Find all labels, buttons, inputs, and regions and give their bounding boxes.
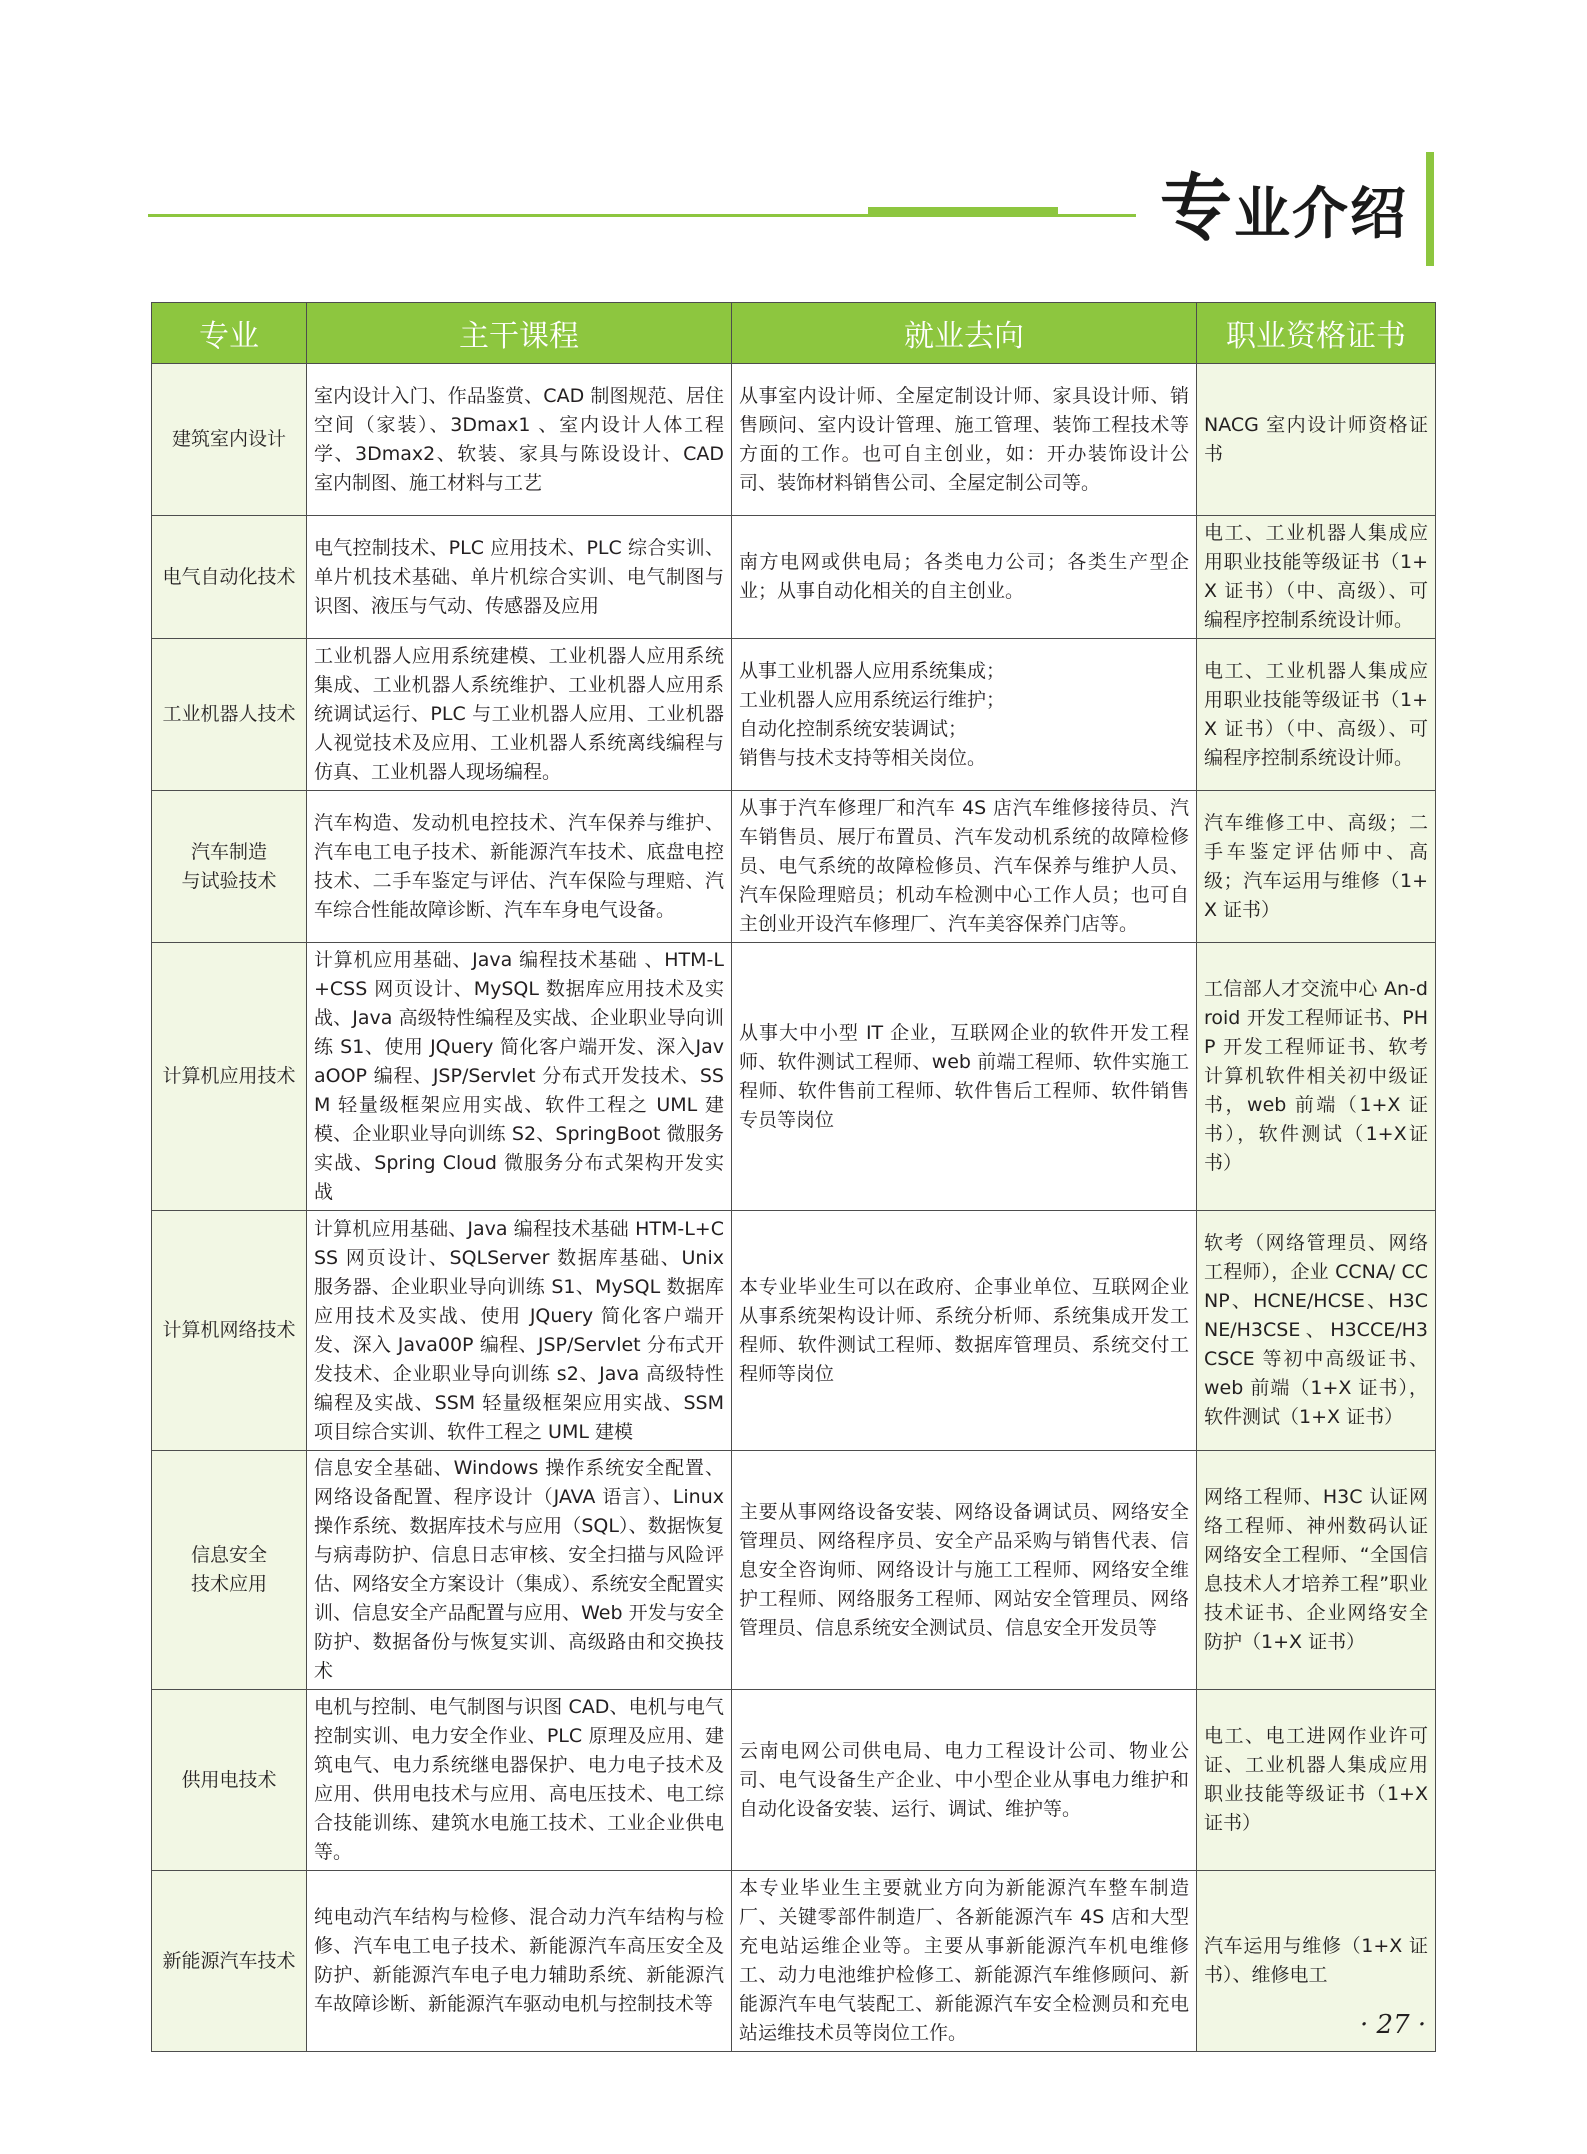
courses-cell: 汽车构造、发动机电控技术、汽车保养与维护、汽车电工电子技术、新能源汽车技术、底盘电控技术、二手车鉴定与评估、汽车保险与理赔、汽车综合性能故障诊断、汽车车身电气设备。	[307, 791, 732, 943]
header-rule-accent	[868, 207, 1058, 217]
courses-cell: 室内设计入门、作品鉴赏、CAD 制图规范、居住空间（家装）、3Dmax1 、室内设计人体工程学、3Dmax2、软装、家具与陈设设计、CAD 室内制图、施工材料与工艺	[307, 364, 732, 516]
courses-cell: 计算机应用基础、Java 编程技术基础 HTM-L+CSS 网页设计、SQLServer 数据库基础、Unix 服务器、企业职业导向训练 S1、MySQL 数据库应用技术及实战、使用 JQuery 简化客户端开发、深入 Java00P 编程、JSP/Servlet 分布式开发技术、企业职业导向训练 s2、Java 高级特性编程及实战、SSM 轻量级框架应用实战、SSM 项目综合实训、软件工程之 UML 建模	[307, 1211, 732, 1451]
header-major: 专业	[152, 303, 307, 364]
page-number: · 27 ·	[1360, 2010, 1427, 2040]
major-cell: 汽车制造 与试验技术	[152, 791, 307, 943]
major-cell: 建筑室内设计	[152, 364, 307, 516]
certs-cell: 汽车维修工中、高级；二手车鉴定评估师中、高级；汽车运用与维修（1+X 证书）	[1197, 791, 1436, 943]
jobs-cell: 主要从事网络设备安装、网络设备调试员、网络安全管理员、网络程序员、安全产品采购与销售代表、信息安全咨询师、网络设计与施工工程师、网络安全维护工程师、网络服务工程师、网站安全管理员、网络管理员、信息系统安全测试员、信息安全开发员等	[732, 1451, 1197, 1690]
courses-cell: 电气控制技术、PLC 应用技术、PLC 综合实训、单片机技术基础、单片机综合实训、电气制图与识图、液压与气动、传感器及应用	[307, 516, 732, 639]
table-row	[152, 516, 1436, 639]
page-title	[1160, 168, 1408, 248]
table-row	[152, 1871, 1436, 2052]
header-certs: 职业资格证书	[1197, 303, 1436, 364]
table-body	[152, 364, 1436, 2052]
certs-cell: 网络工程师、H3C 认证网络工程师、神州数码认证网络安全工程师、“全国信息技术人才培养工程”职业技术证书、企业网络安全防护（1+X 证书）	[1197, 1451, 1436, 1690]
jobs-cell: 从事大中小型 IT 企业，互联网企业的软件开发工程师、软件测试工程师、web 前端工程师、软件实施工程师、软件售前工程师、软件售后工程师、软件销售专员等岗位	[732, 943, 1197, 1211]
table-row	[152, 1211, 1436, 1451]
major-cell: 新能源汽车技术	[152, 1871, 307, 2052]
table-row	[152, 639, 1436, 791]
table-row	[152, 364, 1436, 516]
header-jobs: 就业去向	[732, 303, 1197, 364]
jobs-cell: 从事于汽车修理厂和汽车 4S 店汽车维修接待员、汽车销售员、展厅布置员、汽车发动机系统的故障检修员、电气系统的故障检修员、汽车保养与维护人员、汽车保险理赔员；机动车检测中心工作人员；也可自主创业开设汽车修理厂、汽车美容保养门店等。	[732, 791, 1197, 943]
certs-cell: 电工、电工进网作业许可证、工业机器人集成应用职业技能等级证书（1+X 证书）	[1197, 1690, 1436, 1871]
major-cell: 信息安全 技术应用	[152, 1451, 307, 1690]
courses-cell: 纯电动汽车结构与检修、混合动力汽车结构与检修、汽车电工电子技术、新能源汽车高压安全及防护、新能源汽车电子电力辅助系统、新能源汽车故障诊断、新能源汽车驱动电机与控制技术等	[307, 1871, 732, 2052]
certs-cell: 汽车运用与维修（1+X 证书）、维修电工	[1197, 1871, 1436, 2052]
table-header-row	[152, 303, 1436, 364]
major-cell: 电气自动化技术	[152, 516, 307, 639]
page-title-rest: 业介绍	[1234, 182, 1409, 247]
courses-cell: 工业机器人应用系统建模、工业机器人应用系统集成、工业机器人系统维护、工业机器人应用系统调试运行、PLC 与工业机器人应用、工业机器人视觉技术及应用、工业机器人系统离线编程与仿真、工业机器人现场编程。	[307, 639, 732, 791]
jobs-cell: 从事室内设计师、全屋定制设计师、家具设计师、销售顾问、室内设计管理、施工管理、装饰工程技术等方面的工作。也可自主创业，如：开办装饰设计公司、装饰材料销售公司、全屋定制公司等。	[732, 364, 1197, 516]
header-courses: 主干课程	[307, 303, 732, 364]
courses-cell: 信息安全基础、Windows 操作系统安全配置、网络设备配置、程序设计（JAVA 语言）、Linux 操作系统、数据库技术与应用（SQL）、数据恢复与病毒防护、信息日志审核、安全扫描与风险评估、网络安全方案设计（集成）、系统安全配置实训、信息安全产品配置与应用、Web 开发与安全防护、数据备份与恢复实训、高级路由和交换技术	[307, 1451, 732, 1690]
major-cell: 计算机应用技术	[152, 943, 307, 1211]
courses-cell: 电机与控制、电气制图与识图 CAD、电机与电气控制实训、电力安全作业、PLC 原理及应用、建筑电气、电力系统继电器保护、电力电子技术及应用、供用电技术与应用、高电压技术、电工综合技能训练、建筑水电施工技术、工业企业供电等。	[307, 1690, 732, 1871]
courses-cell: 计算机应用基础、Java 编程技术基础 、HTM-L+CSS 网页设计、MySQL 数据库应用技术及实战、Java 高级特性编程及实战、企业职业导向训练 S1、使用 JQuery 简化客户端开发、深入JavaOOP 编程、JSP/Servlet 分布式开发技术、SSM 轻量级框架应用实战、软件工程之 UML 建模、企业职业导向训练 S2、SpringBoot 微服务实战、Spring Cloud 微服务分布式架构开发实战	[307, 943, 732, 1211]
certs-cell: 电工、工业机器人集成应用职业技能等级证书（1+X 证书）（中、高级）、可编程序控制系统设计师。	[1197, 639, 1436, 791]
table-row	[152, 943, 1436, 1211]
jobs-cell: 本专业毕业生主要就业方向为新能源汽车整车制造厂、关键零部件制造厂、各新能源汽车 4S 店和大型充电站运维企业等。主要从事新能源汽车机电维修工、动力电池维护检修工、新能源汽车维修顾问、新能源汽车电气装配工、新能源汽车安全检测员和充电站运维技术员等岗位工作。	[732, 1871, 1197, 2052]
certs-cell: 电工、工业机器人集成应用职业技能等级证书（1+X 证书）（中、高级）、可编程序控制系统设计师。	[1197, 516, 1436, 639]
table-row	[152, 1690, 1436, 1871]
table-row	[152, 1451, 1436, 1690]
page-title-big-char: 专	[1160, 166, 1235, 250]
certs-cell: 工信部人才交流中心 An-droid 开发工程师证书、PHP 开发工程师证书、软考计算机软件相关初中级证书，web 前端（1+X 证书），软件测试（1+X证书）	[1197, 943, 1436, 1211]
major-cell: 工业机器人技术	[152, 639, 307, 791]
certs-cell: 软考（网络管理员、网络工程师），企业 CCNA/ CCNP、HCNE/HCSE、H3CNE/H3CSE、H3CCE/H3CSCE 等初中高级证书、web 前端（1+X 证书），软件测试（1+X 证书）	[1197, 1211, 1436, 1451]
certs-cell: NACG 室内设计师资格证书	[1197, 364, 1436, 516]
jobs-cell: 从事工业机器人应用系统集成； 工业机器人应用系统运行维护； 自动化控制系统安装调试； 销售与技术支持等相关岗位。	[732, 639, 1197, 791]
major-cell: 供用电技术	[152, 1690, 307, 1871]
major-cell: 计算机网络技术	[152, 1211, 307, 1451]
jobs-cell: 云南电网公司供电局、电力工程设计公司、物业公司、电气设备生产企业、中小型企业从事电力维护和自动化设备安装、运行、调试、维护等。	[732, 1690, 1197, 1871]
header-vertical-bar	[1426, 152, 1434, 266]
majors-table	[151, 302, 1436, 2052]
jobs-cell: 本专业毕业生可以在政府、企事业单位、互联网企业从事系统架构设计师、系统分析师、系统集成开发工程师、软件测试工程师、数据库管理员、系统交付工程师等岗位	[732, 1211, 1197, 1451]
table-row	[152, 791, 1436, 943]
jobs-cell: 南方电网或供电局；各类电力公司；各类生产型企业；从事自动化相关的自主创业。	[732, 516, 1197, 639]
